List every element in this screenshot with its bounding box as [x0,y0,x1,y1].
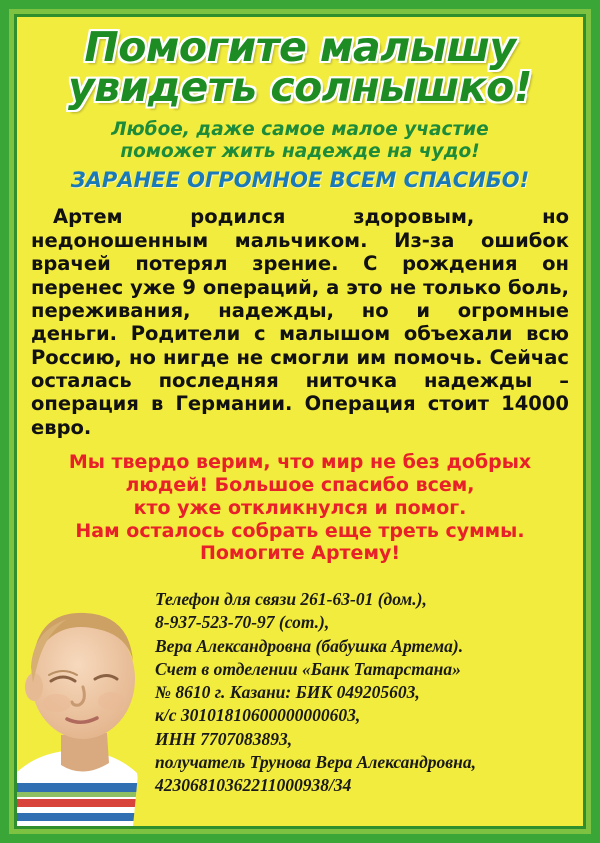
contact-line-inn: ИНН 7707083893, [155,728,293,749]
contact-line-phone-home: Телефон для связи 261-63-01 (дом.), [155,589,427,609]
headline-line-2: увидеть солнышко! [68,63,532,112]
headline-line-1: Помогите малышу [84,23,516,71]
child-photo [17,587,157,826]
subheadline-line-1: Любое, даже самое малое участие [111,119,489,141]
subheadline [29,119,571,162]
contact-line-account: 42306810362211000938/34 [155,775,352,796]
subheadline-line-2: поможет жить надежде на чудо! [120,140,480,162]
contact-line-phone-mobile: 8-937-523-70-97 (сот.), [155,612,330,633]
appeal-line-5: Помогите Артему! [199,542,401,565]
thanks-note: ЗАРАНЕЕ ОГРОМНОЕ ВСЕМ СПАСИБО! [70,168,530,193]
appeal-block [29,451,571,565]
contact-line-bik: № 8610 г. Казани: БИК 049205603, [155,682,420,703]
contact-line-ks: к/с 30101810600000000603, [155,705,361,726]
contact-line-person: Вера Александровна (бабушка Артема). [155,635,464,656]
page-title [29,23,571,112]
appeal-line-1: Мы твердо верим, что мир не без добрых [68,451,532,474]
appeal-line-4: Нам осталось собрать еще треть суммы. [75,519,525,542]
contact-line-bank: Счет в отделении «Банк Татарстана» [155,658,461,679]
appeal-line-3: кто уже откликнулся и помог. [133,496,467,519]
contact-details [155,588,555,797]
appeal-line-2: людей! Большое спасибо всем, [125,474,475,497]
story-paragraph: Артем родился здоровым, но недоношенным мальчиком. Из-за ошибок врачей потерял зрение. С рождения он перенес уже 9 операций, а это не только боль, переживания, надежды, но и огромные деньги. Родители с малышом объехали всю Россию, но нигде не смогли им помочь. Сейчас осталась последняя ниточка надежды – операция в Германии. Операция стоит 14000 евро. [31,205,569,439]
contact-line-recipient: получатель Трунова Вера Александровна, [155,751,476,772]
